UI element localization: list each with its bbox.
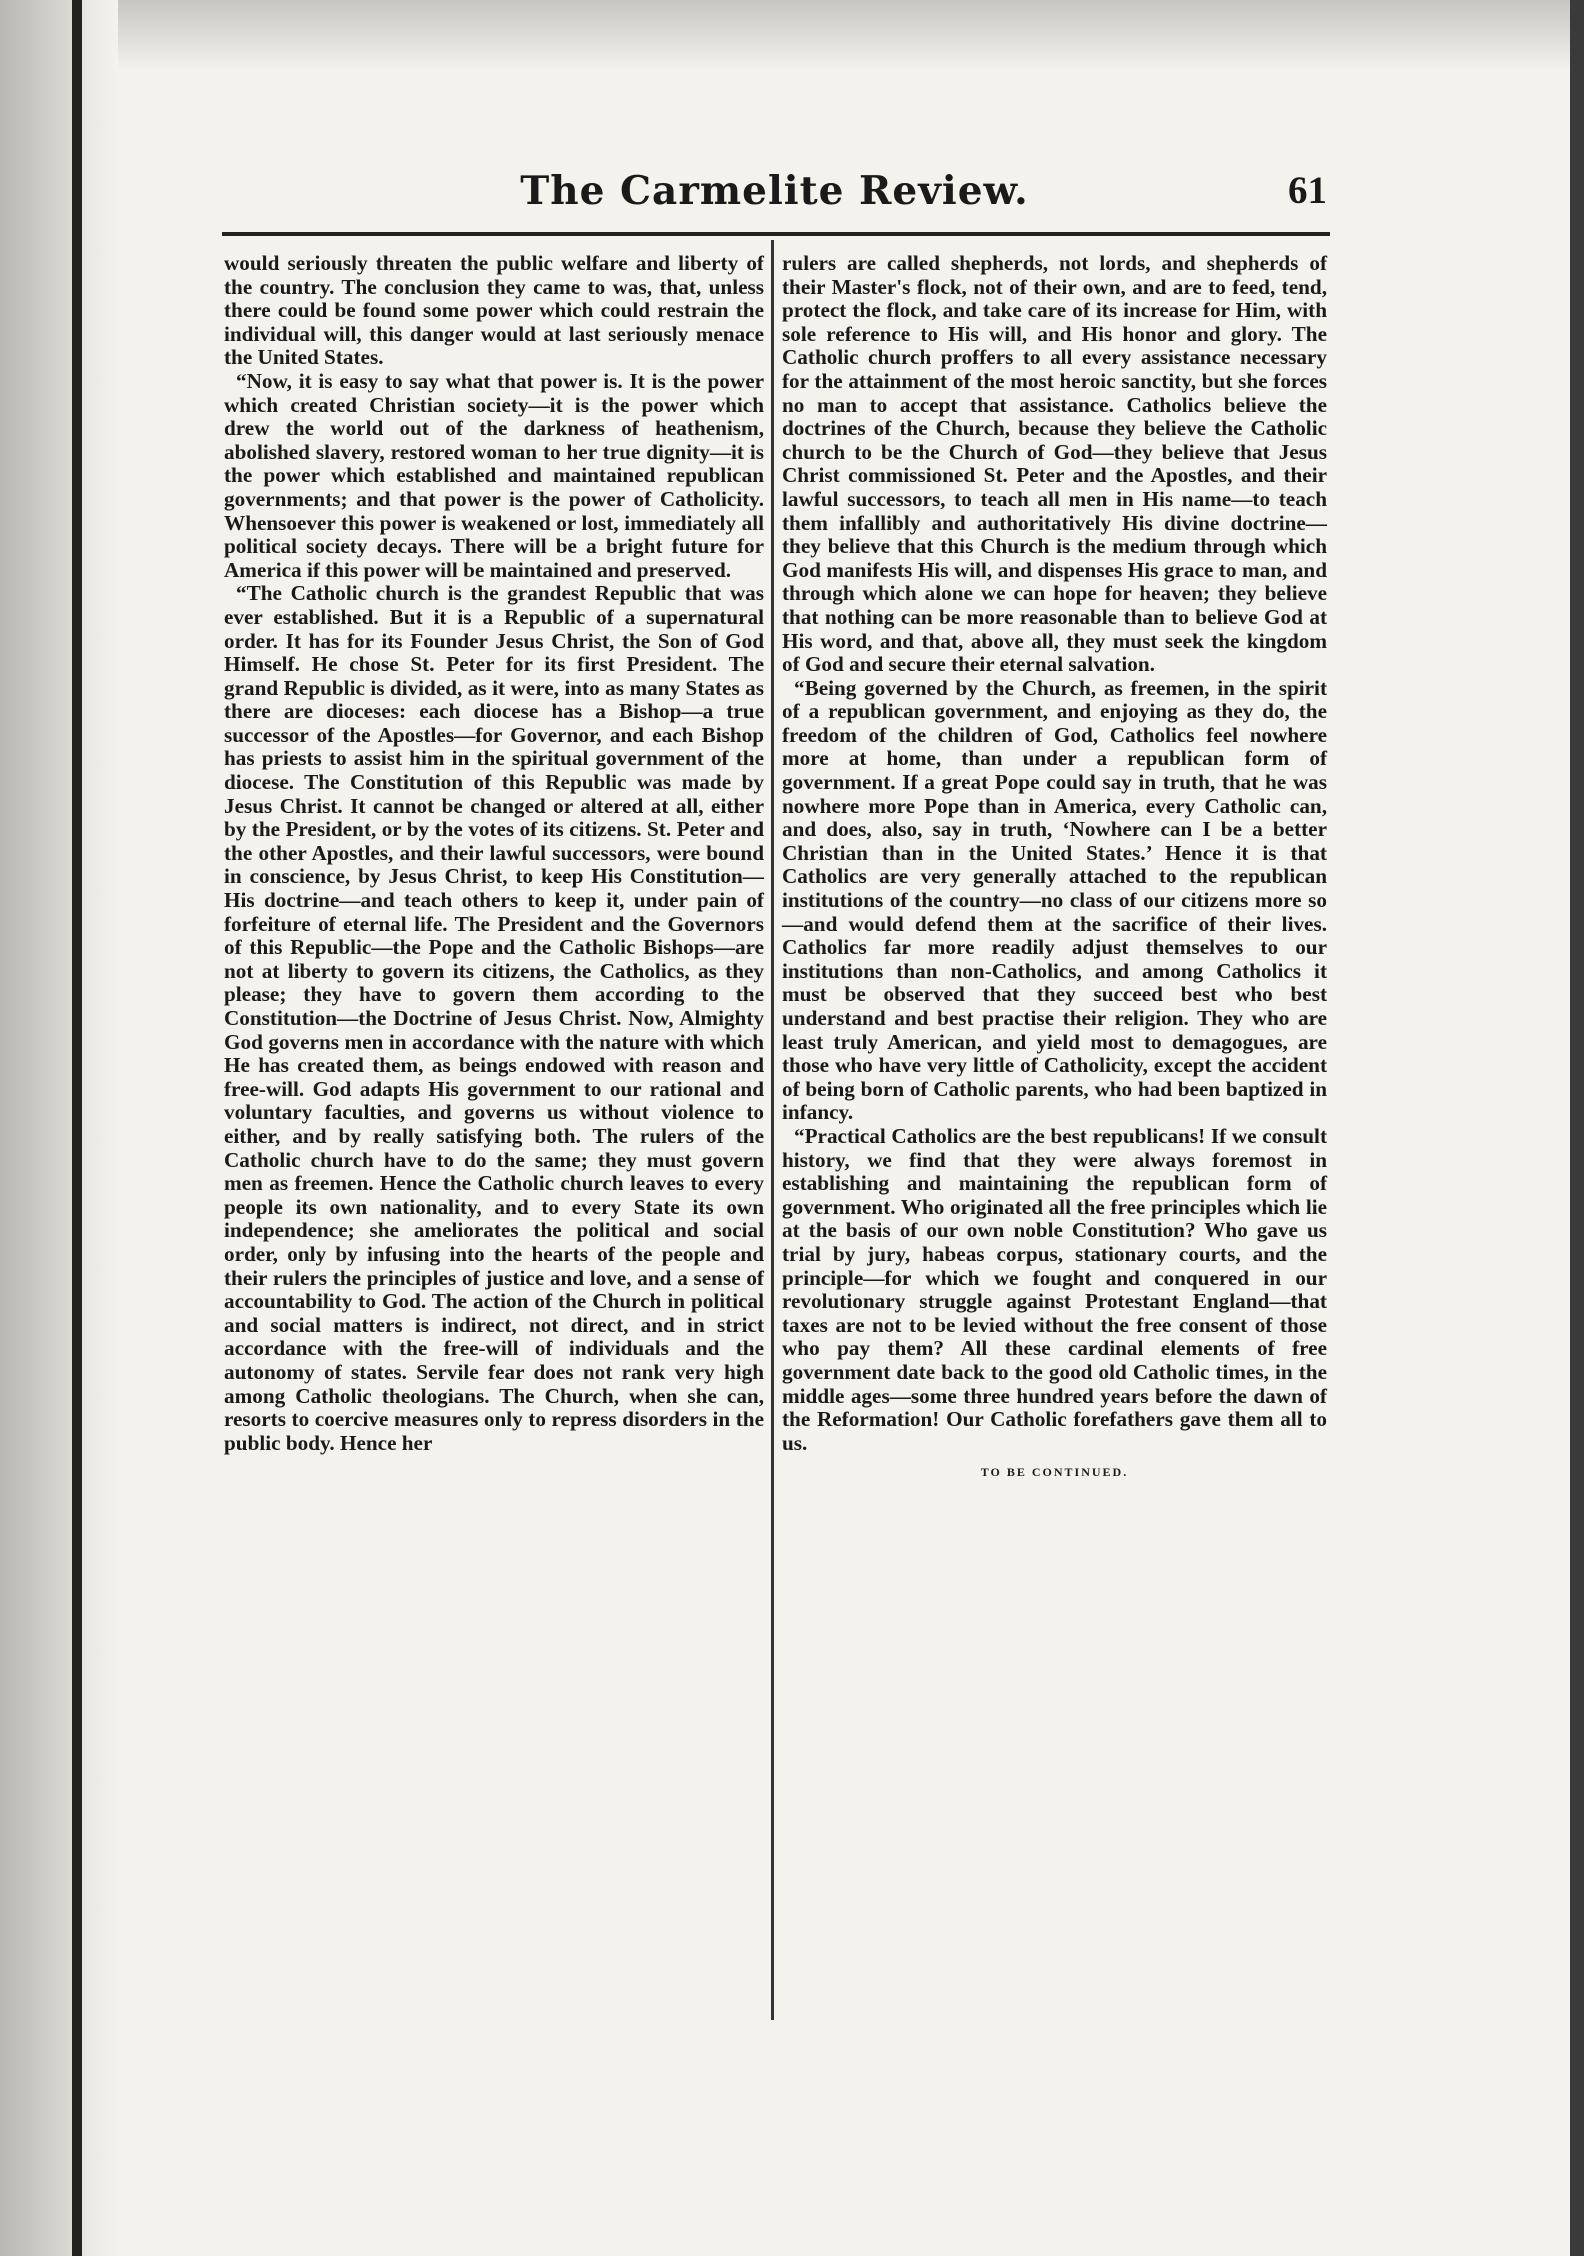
page-number: 61 xyxy=(1288,169,1327,212)
paragraph: “Now, it is easy to say what that power is. It is the power which created Christian society—it is the power which drew the world out of the darkness of heathenism, abolished slavery, restored woman to her true dignity—it is the power which established and maintained republican governments; and that power is the power of Catholicity. Whensoever this power is weakened or lost, immediately all political society decays. There will be a bright future for America if this power will be maintained and preserved. xyxy=(224,368,764,582)
paragraph: would seriously threaten the public welfare and liberty of the country. The conclusion they came to was, that, unless there could be found some power which could restrain the individual will, this danger would at last seriously menace the United States. xyxy=(224,251,764,370)
running-header xyxy=(222,168,1327,228)
page-right-edge xyxy=(1570,0,1584,2256)
left-column xyxy=(224,252,764,1455)
page-left-edge xyxy=(0,0,118,2256)
header-rule xyxy=(222,232,1330,236)
journal-title: The Carmelite Review. xyxy=(520,168,1029,214)
paragraph: “Practical Catholics are the best republicans! If we consult history, we find that they were always foremost in establishing and maintaining the republican form of government. Who originated all the free principles which lie at the basis of our own noble Constitution? Who gave us trial by jury, habeas corpus, stationary courts, and the principle—for which we fought and conquered in our revolutionary struggle against Protestant England—that taxes are not to be levied without the free consent of those who pay them? All these cardinal elements of free government date back to the good old Catholic times, in the middle ages—some three hundred years before the dawn of the Reformation! Our Catholic forefathers gave them all to us. xyxy=(782,1123,1327,1455)
page-top-edge xyxy=(0,0,1584,70)
paragraph: “Being governed by the Church, as freemen, in the spirit of a republican government, and enjoying as they do, the freedom of the children of God, Catholics feel nowhere more at home, than under a republican form of government. If a great Pope could say in truth, that he was nowhere more Pope than in America, every Catholic can, and does, also, say in truth, ‘Nowhere can I be a better Christian than in the United States.’ Hence it is that Catholics are very generally attached to the republican institutions of the country—no class of our citizens more so—and would defend them at the sacrifice of their lives. Catholics far more readily adjust themselves to our institutions than non-Catholics, and among Catholics it must be observed that they succeed best who best understand and best practise their religion. They who are least truly American, and yield most to demagogues, are those who have very little of Catholicity, except the accident of being born of Catholic parents, who had been baptized in infancy. xyxy=(782,675,1327,1125)
paragraph: “The Catholic church is the grandest Republic that was ever established. But it is a Republic of a supernatural order. It has for its Founder Jesus Christ, the Son of God Himself. He chose St. Peter for its first President. The grand Republic is divided, as it were, into as many States as there are dioceses: each diocese has a Bishop—a true successor of the Apostles—for Governor, and each Bishop has priests to assist him in the spiritual government of the diocese. The Constitution of this Republic was made by Jesus Christ. It cannot be changed or altered at all, either by the President, or by the votes of its citizens. St. Peter and the other Apostles, and their lawful successors, were bound in conscience, by Jesus Christ, to keep His Constitution—His doctrine—and teach others to keep it, under pain of forfeiture of eternal life. The President and the Governors of this Republic—the Pope and the Catholic Bishops—are not at liberty to govern its citizens, the Catholics, as they please; they have to govern them according to the Constitution—the Doctrine of Jesus Christ. Now, Almighty God governs men in accordance with the nature with which He has created them, as beings endowed with reason and free-will. God adapts His government to our rational and voluntary faculties, and governs us without violence to either, and by really satisfying both. The rulers of the Catholic church have to do the same; they must govern men as freemen. Hence the Catholic church leaves to every people its own nationality, and to every State its own independence; she ameliorates the political and social order, only by infusing into the hearts of the people and their rulers the principles of justice and love, and a sense of accountability to God. The action of the Church in political and social matters is indirect, not direct, and in strict accordance with the free-will of individuals and the autonomy of states. Servile fear does not rank very high among Catholic theologians. The Church, when she can, resorts to coercive measures only to repress disorders in the public body. Hence her xyxy=(224,581,764,1455)
right-column xyxy=(782,252,1327,1485)
book-spine-shadow xyxy=(72,0,82,2256)
column-divider xyxy=(771,240,774,2020)
continued-note: TO BE CONTINUED. xyxy=(980,1465,1129,1480)
paragraph: rulers are called shepherds, not lords, and shepherds of their Master's flock, not of their own, and are to feed, tend, protect the flock, and take care of its increase for Him, with sole reference to His will, and His honor and glory. The Catholic church proffers to all every assistance necessary for the attainment of the most heroic sanctity, but she forces no man to accept that assistance. Catholics believe the doctrines of the Church, because they believe the Catholic church to be the Church of God—they believe that Jesus Christ commissioned St. Peter and the Apostles, and their lawful successors, to teach all men in His name—to teach them infallibly and authoritatively His divine doctrine—they believe that this Church is the medium through which God manifests His will, and dispenses His grace to man, and through which alone we can hope for heaven; they believe that nothing can be more reasonable than to believe God at His word, and that, above all, they must seek the kingdom of God and secure their eternal salvation. xyxy=(782,251,1327,677)
